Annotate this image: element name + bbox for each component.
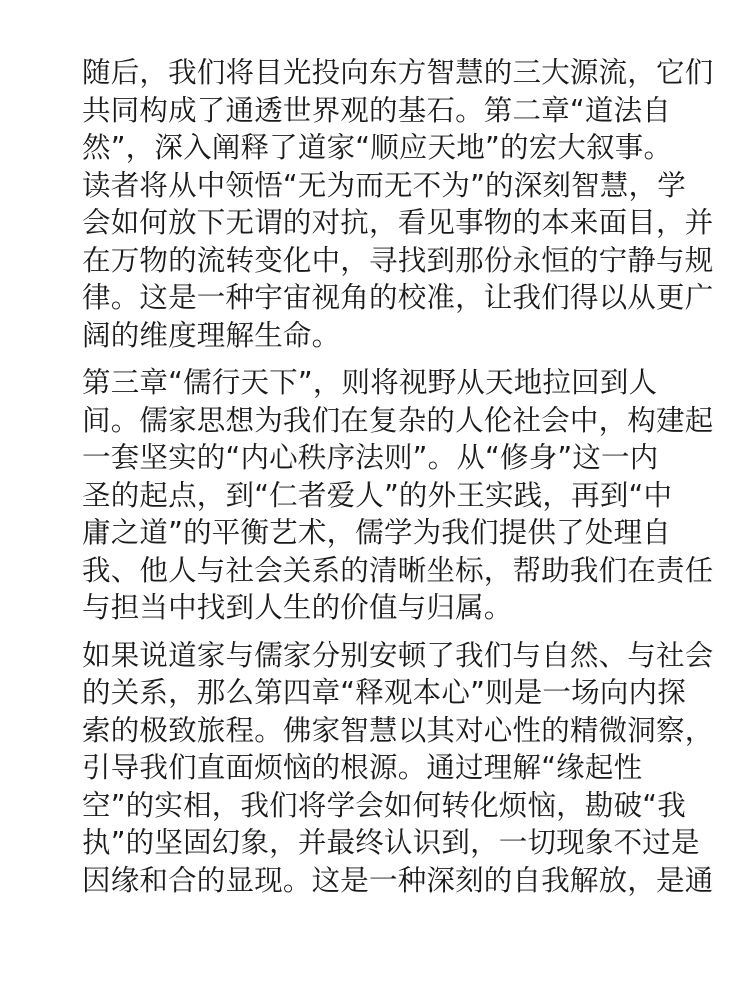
text-line: 一套坚实的“内心秩序法则”。从“修身”这一内 xyxy=(82,441,659,474)
text-line: 律。这是一种宇宙视角的校准，让我们得以从更广 xyxy=(82,281,714,314)
text-line: 执”的坚固幻象，并最终认识到，一切现象不过是 xyxy=(82,826,700,859)
text-line: 空”的实相，我们将学会如何转化烦恼，勘破“我 xyxy=(82,788,686,822)
text-line: 圣的起点，到“仁者爱人”的外王实践，再到“中 xyxy=(82,478,673,512)
text-line: 在万物的流转变化中，寻找到那份永恒的宁静与规 xyxy=(82,243,714,277)
text-line: 会如何放下无谓的对抗，看见事物的本来面目，并 xyxy=(82,206,714,239)
text-line: 引导我们直面烦恼的根源。通过理解“缘起性 xyxy=(82,751,643,784)
text-line: 我、他人与社会关系的清晰坐标，帮助我们在责任 xyxy=(82,553,714,587)
paragraph-daoism xyxy=(82,54,714,354)
text-line: 共同构成了通透世界观的基石。第二章“道法自 xyxy=(82,93,671,127)
text-line: 如果说道家与儒家分别安顿了我们与自然、与社会 xyxy=(82,638,714,672)
text-line: 的关系，那么第四章“释观本心”则是一场向内探 xyxy=(82,676,686,709)
text-line: 索的极致旅程。佛家智慧以其对心性的精微洞察， xyxy=(82,713,714,747)
text-line: 庸之道”的平衡艺术，儒学为我们提供了处理自 xyxy=(82,516,671,549)
text-line: 与担当中找到人生的价值与归属。 xyxy=(82,591,513,624)
text-line: 阔的维度理解生命。 xyxy=(82,318,341,352)
text-line: 因缘和合的显现。这是一种深刻的自我解放，是通 xyxy=(82,863,714,897)
text-line: 随后，我们将目光投向东方智慧的三大源流，它们 xyxy=(82,56,714,89)
paragraph-buddhism xyxy=(82,637,714,900)
text-line: 第三章“儒行天下”，则将视野从天地拉回到人 xyxy=(82,366,658,399)
text-line: 然”，深入阐释了道家“顺应天地”的宏大叙事。 xyxy=(82,131,673,164)
text-line: 间。儒家思想为我们在复杂的人伦社会中，构建起 xyxy=(82,403,714,437)
paragraph-confucianism xyxy=(82,364,714,627)
text-line: 读者将从中领悟“无为而无不为”的深刻智慧，学 xyxy=(82,168,686,202)
